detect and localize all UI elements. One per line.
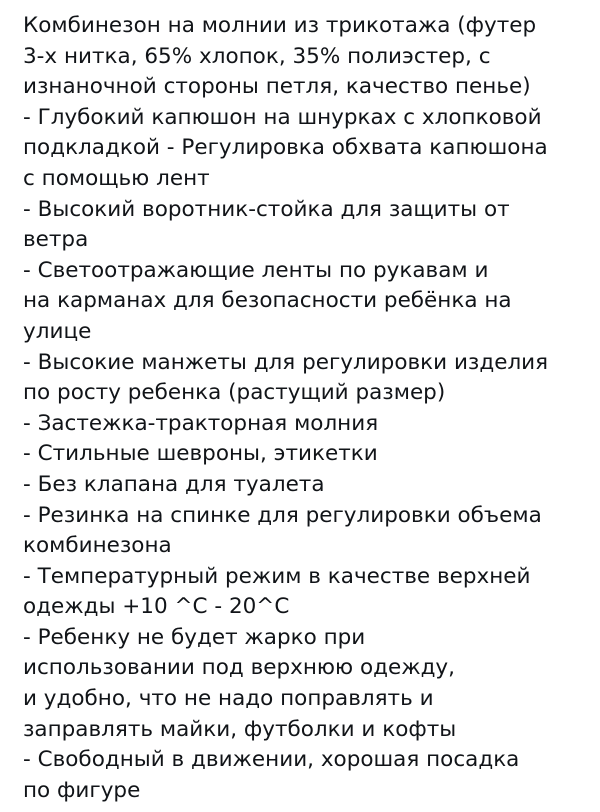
description-line: - Глубокий капюшон на шнурках с хлопковой [23, 104, 542, 130]
description-line: - Свободный в движении, хорошая посадка [23, 747, 520, 773]
description-line: - Застежка-тракторная молния [23, 410, 379, 436]
description-line: - Стильные шевроны, этикетки [23, 441, 378, 467]
description-line: улице [23, 318, 92, 344]
description-line: - Светоотражающие ленты по рукавам и [23, 257, 489, 283]
description-line: одежды +10 ^С - 20^С [23, 594, 290, 620]
description-line: заправлять майки, футболки и кофты [23, 716, 457, 742]
description-line: - Температурный режим в качестве верхней [23, 563, 531, 589]
description-line: с помощью лент [23, 165, 210, 191]
description-line: комбинезона [23, 533, 172, 559]
description-line: по росту ребенка (растущий размер) [23, 380, 446, 406]
description-line: - Высокие манжеты для регулировки изделия [23, 349, 549, 375]
description-line: - Резинка на спинке для регулировки объема [23, 502, 542, 528]
description-line: по фигуре [23, 777, 141, 803]
description-line: подкладкой - Регулировка обхвата капюшона [23, 135, 548, 161]
description-line: - Высокий воротник-стойка для защиты от [23, 196, 510, 222]
description-line: Комбинезон на молнии из трикотажа (футер [23, 13, 537, 38]
description-line: на карманах для безопасности ребёнка на [23, 288, 512, 314]
description-line: - Без клапана для туалета [23, 471, 325, 497]
description-line: изнаночной стороны петля, качество пенье) [23, 74, 531, 100]
description-line: 3-х нитка, 65% хлопок, 35% полиэстер, с [23, 43, 491, 69]
description-line: - Ребенку не будет жарко при [23, 624, 366, 650]
description-line: и удобно, что не надо поправлять и [23, 686, 434, 712]
description-line: использовании под верхнюю одежду, [23, 655, 455, 681]
description-line: ветра [23, 227, 89, 253]
